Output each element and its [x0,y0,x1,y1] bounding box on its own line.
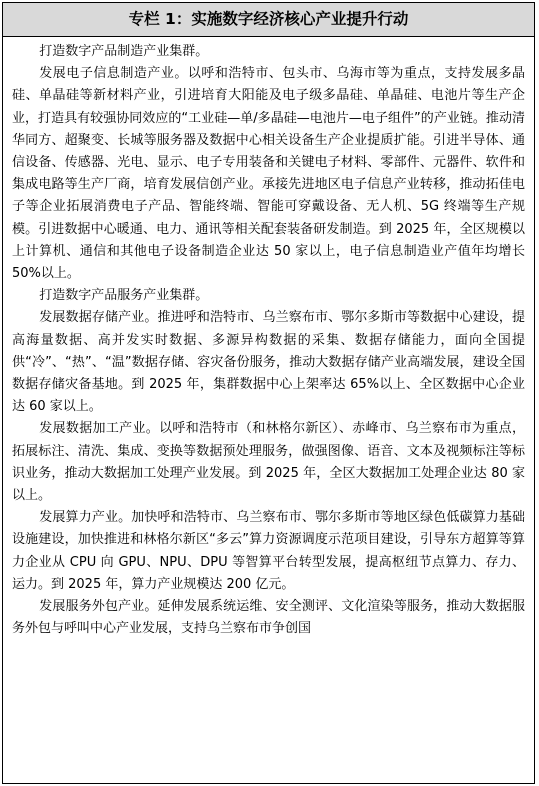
paragraph-computing-power: 发展算力产业。加快呼和浩特市、乌兰察布市、鄂尔多斯市等地区绿色低碳算力基础设施建设，加快推进和林格尔新区“多云”算力资源调度示范项目建设，引导东方超算等算力企业从 CPU 向 GPU、NPU、DPU 等智算平台转型发展，提高枢纽节点算力、存力、运力。到 2025 年，算力产业规模达 200 亿元。 [12,510,525,592]
column-box [2,2,535,784]
column-title: 专栏 1：实施数字经济核心产业提升行动 [3,3,534,37]
paragraph-heading-services: 打造数字产品服务产业集群。 [39,288,209,304]
paragraph-electronics: 发展电子信息制造产业。以呼和浩特市、包头市、乌海市等为重点，支持发展多晶硅、单晶硅等新材料产业，引进培育大阳能及电子级多晶硅、单晶硅、电池片等生产企业，打造具有较强协同效应的“工业硅—单/多晶硅—电池片—电子组件”的产业链。推动清华同方、超聚变、长城等服务器及数据中心相关设备生产企业提质扩能。引进半导体、通信设备、传感器、光电、显示、电子专用装备和关键电子材料、零部件、元器件、软件和集成电路等生产厂商，培育发展信创产业。承接先进地区电子信息产业转移，推动拓佳电子等企业拓展消费电子产品、智能终端、智能可穿戴设备、无人机、5G 终端等生产规模。引进数据中心暖通、电力、通讯等相关配套装备研发制造。到 2025 年，全区规模以上计算机、通信和其他电子设备制造企业达 50 家以上，电子信息制造业产值年均增长 50%以上。 [12,66,525,282]
paragraph-data-processing: 发展数据加工产业。以呼和浩特市（和林格尔新区）、赤峰市、乌兰察布市为重点，拓展标注、清洗、集成、变换等数据预处理服务，做强图像、语音、文本及视频标注等标识业务，推动大数据加工处理产业发展。到 2025 年，全区大数据加工处理企业达 80 家以上。 [12,421,525,504]
column-content [3,37,534,640]
paragraph-heading-manufacturing: 打造数字产品制造产业集群。 [39,44,209,59]
paragraph-data-storage: 发展数据存储产业。推进呼和浩特市、乌兰察布市、鄂尔多斯市等数据中心建设，提高海量数据、高并发实时数据、多源异构数据的采集、数据存储能力，面向全国提供“冷”、“热”、“温”数据存储、容灾备份服务，推动大数据存储产业高端发展，建设全国数据存储灾备基地。到 2025 年，集群数据中心上架率达 65%以上、全区数据中心企业达 60 家以上。 [12,310,525,415]
paragraph-outsourcing: 发展服务外包产业。延伸发展系统运维、安全测评、文化渲染等服务，推动大数据服务外包与呼叫中心产业发展，支持乌兰察布市争创国 [12,599,525,637]
